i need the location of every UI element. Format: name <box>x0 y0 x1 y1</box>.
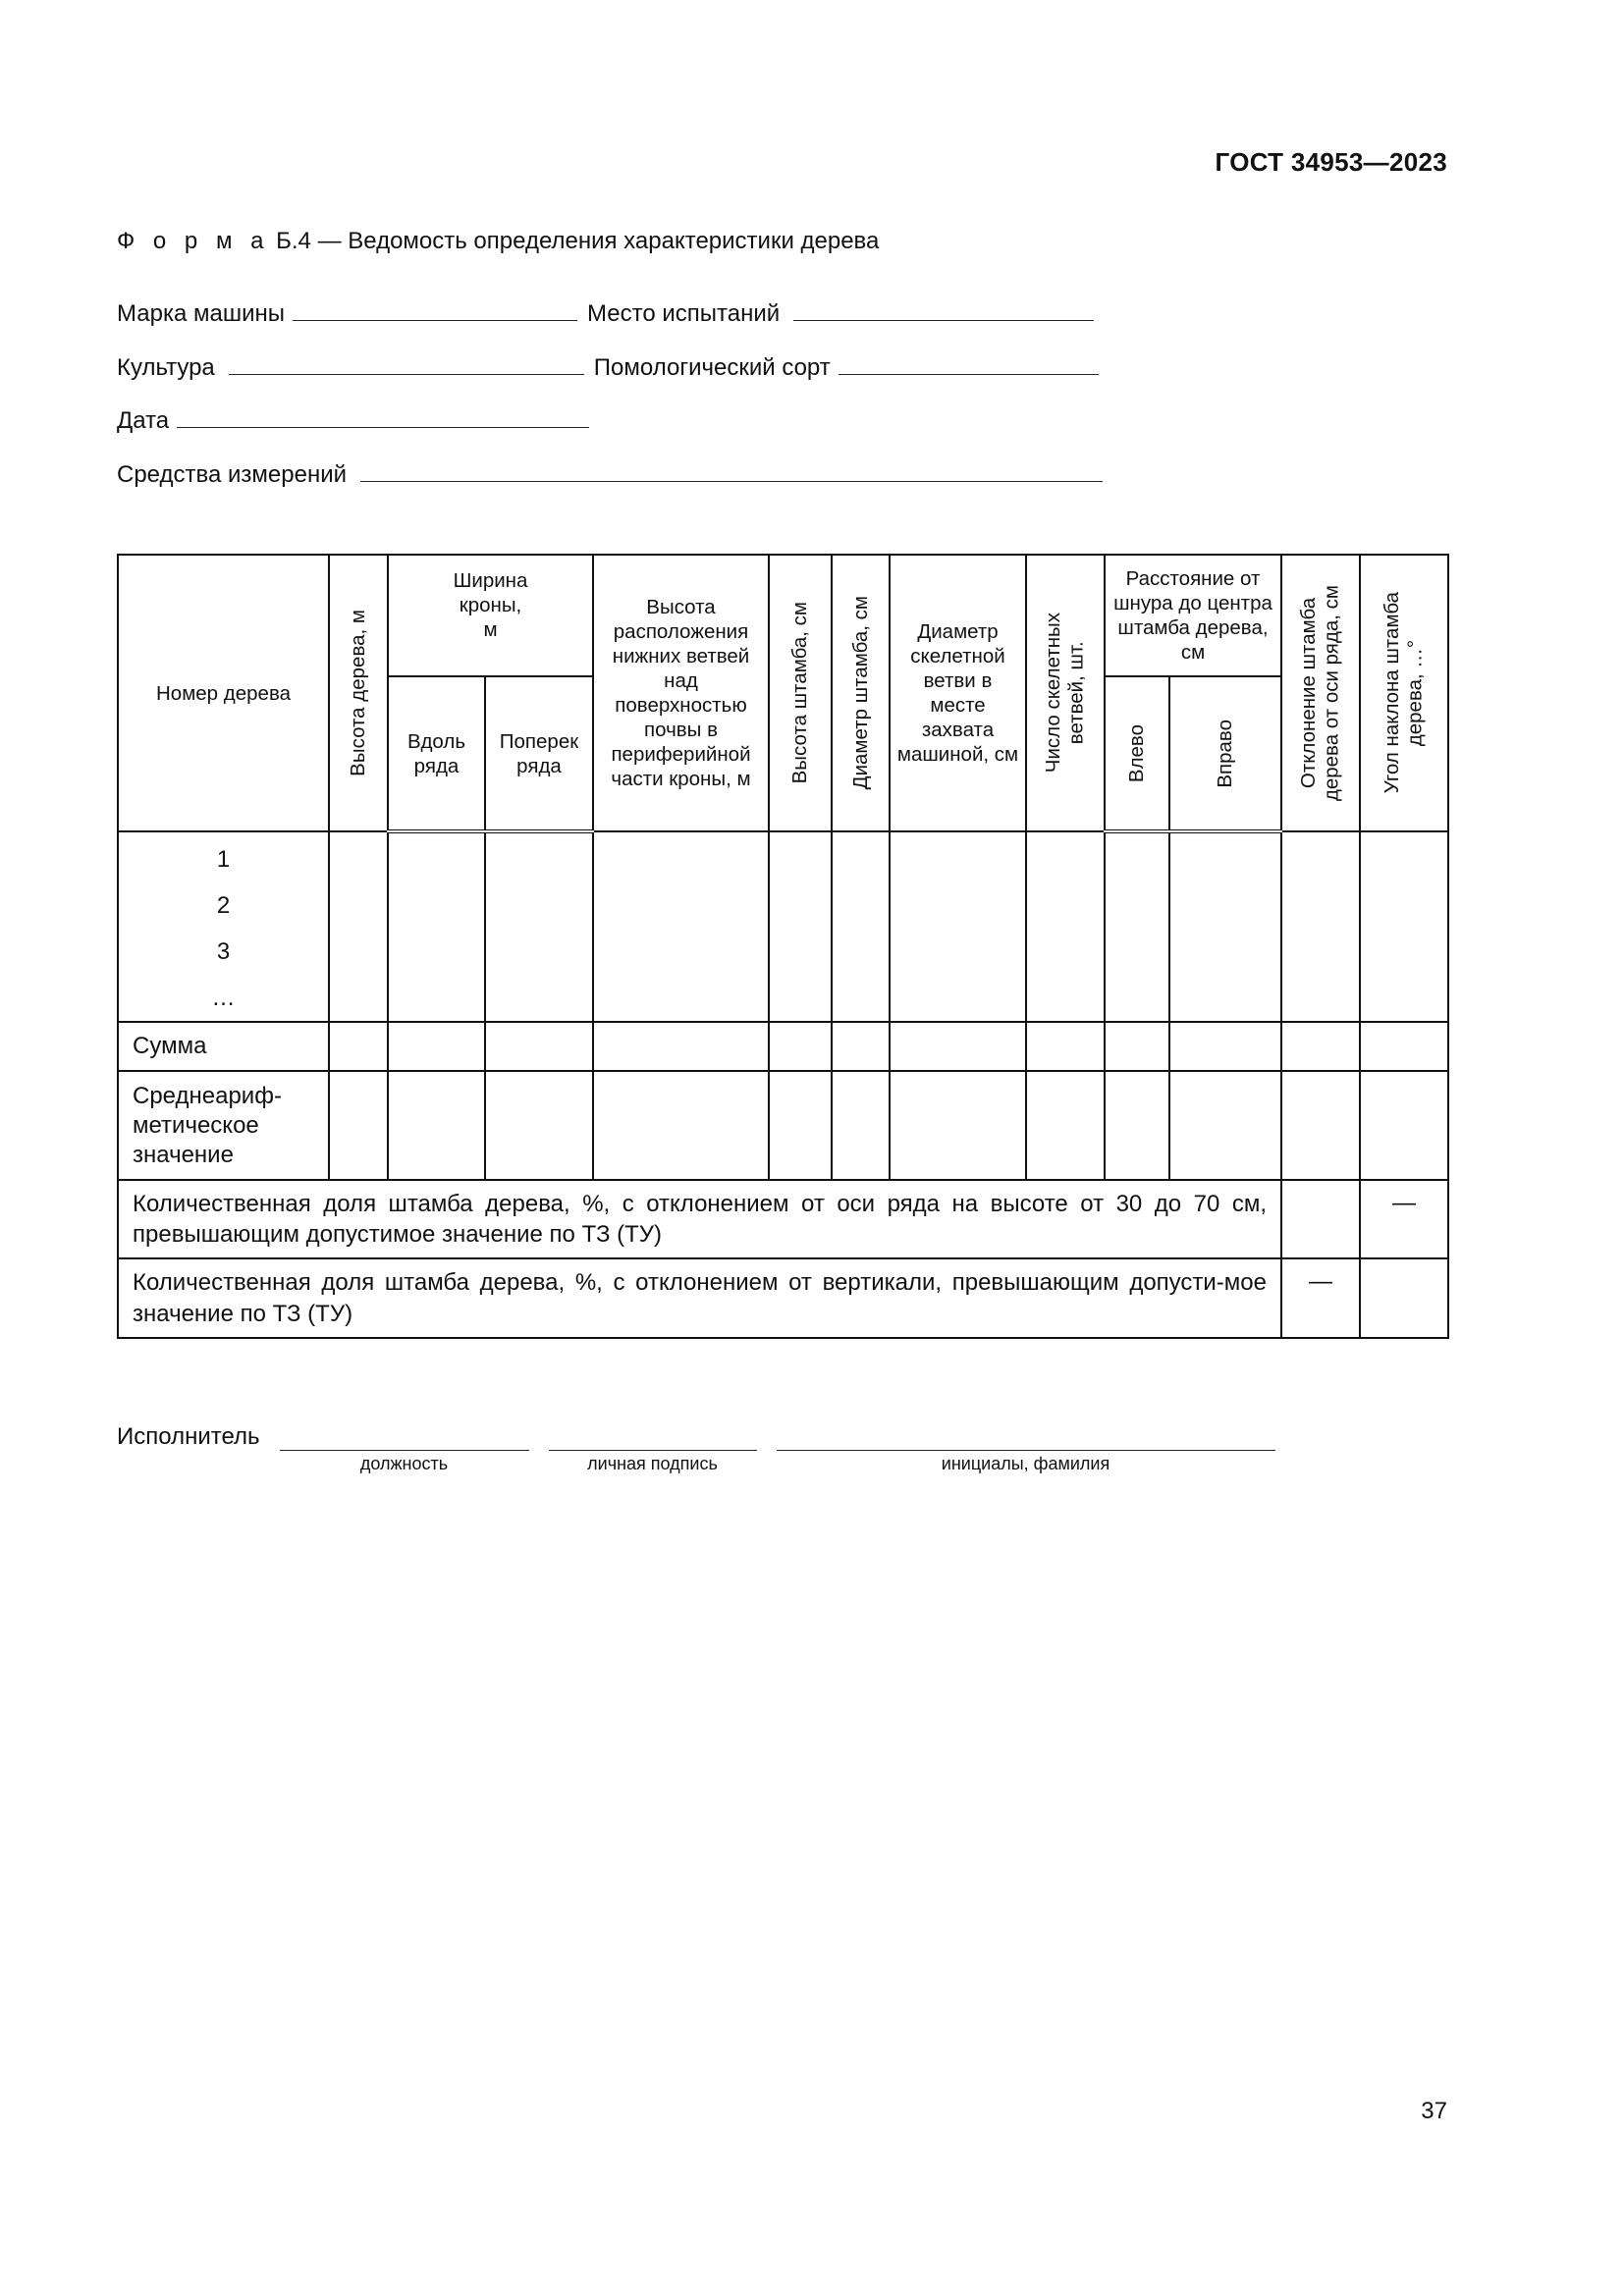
position-caption: должность <box>359 1454 449 1473</box>
table-cell[interactable] <box>769 831 832 1022</box>
header-deviation-text <box>1297 585 1343 801</box>
table-cell[interactable] <box>769 1022 832 1071</box>
table-cell[interactable] <box>1105 831 1169 1022</box>
share-row-axis-label: Количественная доля штамба дерева, %, с отклонением от оси ряда на высоте от 30 до 70 см, превышающим допустимое значение по ТЗ (ТУ) <box>118 1180 1281 1258</box>
header-tilt-angle-line-1: Угол наклона штамба <box>1380 592 1404 794</box>
date-line <box>117 403 589 435</box>
table-cell[interactable] <box>890 831 1026 1022</box>
table-cell[interactable] <box>593 1071 769 1180</box>
table-cell[interactable] <box>1360 1071 1448 1180</box>
variety-label: Помологический сорт <box>593 354 831 381</box>
signature-field[interactable] <box>549 1424 757 1451</box>
document-code: ГОСТ 34953—2023 <box>1215 147 1447 177</box>
form-title-text: Б.4 — Ведомость определения характеристики дерева <box>269 228 880 254</box>
table-cell[interactable] <box>388 1071 485 1180</box>
share-row-vertical-label: Количественная доля штамба дерева, %, с отклонением от вертикали, превышающим допусти-мое значение по ТЗ (ТУ) <box>118 1258 1281 1337</box>
table-cell[interactable] <box>388 1022 485 1071</box>
instruments-label: Средства измерений <box>117 461 348 488</box>
header-right <box>1169 676 1281 831</box>
form-title <box>117 228 879 255</box>
sum-label: Сумма <box>118 1022 329 1071</box>
table-cell[interactable] <box>832 1071 890 1180</box>
header-tree-number: Номер дерева <box>118 555 329 831</box>
header-stem-height <box>769 555 832 831</box>
culture-field[interactable] <box>229 350 584 375</box>
header-crown-along <box>388 676 485 831</box>
table-cell[interactable] <box>1169 1022 1281 1071</box>
signature-slot[interactable] <box>549 1424 757 1473</box>
table-cell[interactable] <box>388 831 485 1022</box>
table-cell[interactable] <box>890 1022 1026 1071</box>
mean-label: Среднеариф-метическое значение <box>118 1071 329 1180</box>
table-cell[interactable] <box>1169 831 1281 1022</box>
table-cell[interactable] <box>1281 831 1360 1022</box>
machine-field[interactable] <box>293 296 577 321</box>
share-row-vertical-dash: — <box>1281 1258 1360 1337</box>
header-crown-across-text: Поперек ряда <box>499 729 579 777</box>
header-branch-diameter: Диаметр скелетной ветви в месте захвата машиной, см <box>890 555 1026 831</box>
culture-variety-line <box>117 350 1099 382</box>
table-row <box>118 1180 1448 1258</box>
table-cell[interactable] <box>1026 1022 1105 1071</box>
date-label: Дата <box>117 407 170 434</box>
header-branch-count-text <box>1042 613 1088 773</box>
name-slot[interactable] <box>777 1424 1275 1473</box>
header-branch-count-line-1: Число скелетных <box>1042 613 1065 774</box>
form-title-prefix: Ф о р м а <box>117 228 270 254</box>
tree-characteristics-table <box>117 554 1449 1339</box>
table-cell[interactable] <box>329 1071 388 1180</box>
row-number-3: 3 <box>216 938 231 965</box>
header-left-text: Влево <box>1125 723 1149 783</box>
header-right-text: Вправо <box>1214 719 1237 788</box>
row-number-2: 2 <box>216 892 231 919</box>
header-deviation <box>1281 555 1360 831</box>
place-field[interactable] <box>793 296 1094 321</box>
executor-label: Исполнитель <box>117 1423 260 1450</box>
table-cell[interactable] <box>329 831 388 1022</box>
header-crown-width <box>388 555 593 676</box>
header-stem-diameter <box>832 555 890 831</box>
table-cell[interactable] <box>1169 1071 1281 1180</box>
header-crown-along-text: Вдоль ряда <box>407 729 465 777</box>
table-cell[interactable] <box>1281 1022 1360 1071</box>
page-number: 37 <box>1421 2098 1447 2124</box>
table-cell[interactable] <box>1360 1258 1448 1337</box>
header-tree-height-text: Высота дерева, м <box>347 610 370 776</box>
table-cell[interactable] <box>485 1071 593 1180</box>
machine-label: Марка машины <box>117 300 286 327</box>
table-row <box>118 1258 1448 1337</box>
header-left <box>1105 676 1169 831</box>
culture-label: Культура <box>117 354 215 381</box>
table-cell[interactable] <box>1360 1022 1448 1071</box>
table-cell[interactable] <box>832 1022 890 1071</box>
header-tilt-angle-text <box>1380 592 1427 793</box>
executor-signature-block <box>117 1423 1275 1473</box>
header-deviation-line-2: дерева от оси ряда, см <box>1321 584 1343 802</box>
table-row <box>118 1022 1448 1071</box>
table-cell[interactable] <box>1026 831 1105 1022</box>
header-crown-width-text: Ширина кроны, м <box>453 568 528 641</box>
table-cell[interactable] <box>769 1071 832 1180</box>
row-numbers-cell <box>118 831 329 1022</box>
table-cell[interactable] <box>832 831 890 1022</box>
table-cell[interactable] <box>485 831 593 1022</box>
header-branch-height: Высота расположения нижних ветвей над поверхностью почвы в периферийной части кроны, м <box>593 555 769 831</box>
header-crown-across <box>485 676 593 831</box>
table-cell[interactable] <box>1105 1071 1169 1180</box>
table-cell[interactable] <box>1026 1071 1105 1180</box>
header-distance: Расстояние от шнура до центра штамба дерева, см <box>1105 555 1281 676</box>
instruments-line <box>117 457 1103 489</box>
date-field[interactable] <box>177 403 589 428</box>
header-branch-count-line-2: ветвей, шт. <box>1065 641 1088 745</box>
machine-place-line <box>117 296 1094 328</box>
table-cell[interactable] <box>1360 831 1448 1022</box>
table-cell[interactable] <box>890 1071 1026 1180</box>
place-label: Место испытаний <box>587 300 781 327</box>
instruments-field[interactable] <box>360 457 1103 482</box>
share-row-axis-dash: — <box>1360 1180 1448 1258</box>
position-slot[interactable] <box>280 1424 529 1473</box>
header-deviation-line-1: Отклонение штамба <box>1297 597 1321 789</box>
table-cell[interactable] <box>593 1022 769 1071</box>
header-tree-height <box>329 555 388 831</box>
table-cell[interactable] <box>1281 1071 1360 1180</box>
table-row <box>118 1071 1448 1180</box>
table-cell[interactable] <box>1105 1022 1169 1071</box>
signature-caption: личная подпись <box>587 1454 718 1473</box>
table-cell[interactable] <box>329 1022 388 1071</box>
name-field[interactable] <box>777 1424 1275 1451</box>
table-cell[interactable] <box>485 1022 593 1071</box>
variety-field[interactable] <box>839 350 1099 375</box>
table-row <box>118 831 1448 1022</box>
header-branch-count <box>1026 555 1105 831</box>
row-numbers <box>119 832 328 1021</box>
position-field[interactable] <box>280 1424 529 1451</box>
header-tilt-angle <box>1360 555 1448 831</box>
header-tilt-angle-line-2: дерева, …° <box>1404 639 1427 747</box>
row-number-1: 1 <box>216 846 231 873</box>
row-number-more: … <box>211 985 236 1011</box>
header-stem-diameter-text: Диаметр штамба, см <box>848 596 872 790</box>
name-caption: инициалы, фамилия <box>941 1454 1110 1473</box>
header-stem-height-text: Высота штамба, см <box>788 602 812 784</box>
table-cell[interactable] <box>1281 1180 1360 1258</box>
table-cell[interactable] <box>593 831 769 1022</box>
